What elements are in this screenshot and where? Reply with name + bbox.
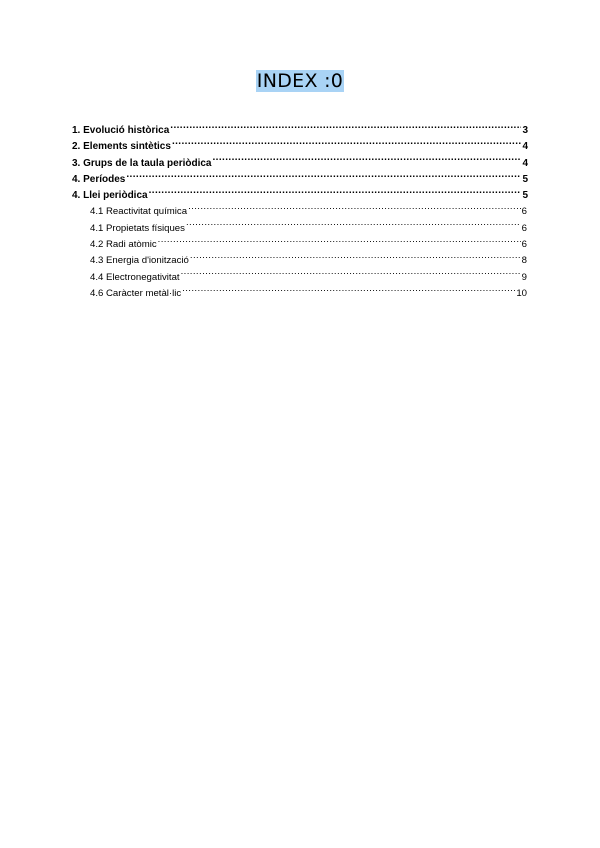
toc-subentry[interactable] (72, 251, 528, 267)
toc-subentry[interactable] (72, 235, 528, 251)
toc-page-number: 3 (522, 125, 528, 136)
title-wrapper (0, 70, 600, 92)
toc-entry-label: 1. Evolució històrica (72, 125, 170, 136)
toc-leader-dots (213, 154, 522, 166)
toc-page-number: 6 (521, 222, 527, 234)
toc-entry[interactable] (72, 121, 528, 137)
toc-entry-label: 4.3 Energia d'ionització (90, 255, 189, 267)
toc-entry-label: 2. Elements sintètics (72, 141, 171, 153)
toc-page-number: 10 (516, 287, 527, 299)
toc-entry[interactable] (72, 186, 528, 202)
toc-page-number: 6 (521, 239, 527, 251)
toc-leader-dots (188, 202, 521, 214)
toc-entry-label: 4. Llei periòdica (72, 190, 148, 202)
toc-page-number: 4 (522, 157, 528, 169)
toc-leader-dots (190, 251, 521, 263)
toc-entry-label: 4.1 Propietats físiques (90, 222, 185, 234)
toc-leader-dots (149, 186, 522, 198)
toc-subentry[interactable] (72, 268, 528, 284)
index-title[interactable]: INDEX :0 (256, 70, 344, 92)
toc-leader-dots (186, 219, 521, 231)
toc-entry-label: 4.6 Caràcter metàl·lic (90, 287, 182, 299)
toc-leader-dots (158, 235, 521, 247)
toc-page-number: 6 (521, 206, 527, 218)
toc-entry-label: 4.1 Reactivitat química (90, 206, 188, 218)
toc-page-number: 9 (521, 271, 527, 283)
toc-entry-label: 4.2 Radi atòmic (90, 239, 157, 251)
toc-subentry[interactable] (72, 284, 528, 300)
toc-entry[interactable] (72, 154, 528, 170)
toc-page-number: 5 (522, 190, 528, 202)
table-of-contents (72, 121, 528, 300)
toc-leader-dots (182, 284, 515, 296)
toc-leader-dots (170, 121, 521, 133)
toc-subentry[interactable] (72, 219, 528, 235)
toc-entry[interactable] (72, 137, 528, 153)
toc-page-number: 8 (521, 255, 527, 267)
toc-entry-label: 4.4 Electronegativitat (90, 271, 180, 283)
toc-entry-label: 3. Grups de la taula periòdica (72, 157, 212, 169)
toc-leader-dots (172, 137, 522, 149)
toc-page-number: 5 (522, 173, 528, 185)
toc-page-number: 4 (522, 141, 528, 153)
toc-leader-dots (126, 170, 521, 182)
toc-entry-label: 4. Períodes (72, 173, 126, 185)
toc-leader-dots (181, 268, 521, 280)
toc-subentry[interactable] (72, 202, 528, 218)
toc-entry[interactable] (72, 170, 528, 186)
